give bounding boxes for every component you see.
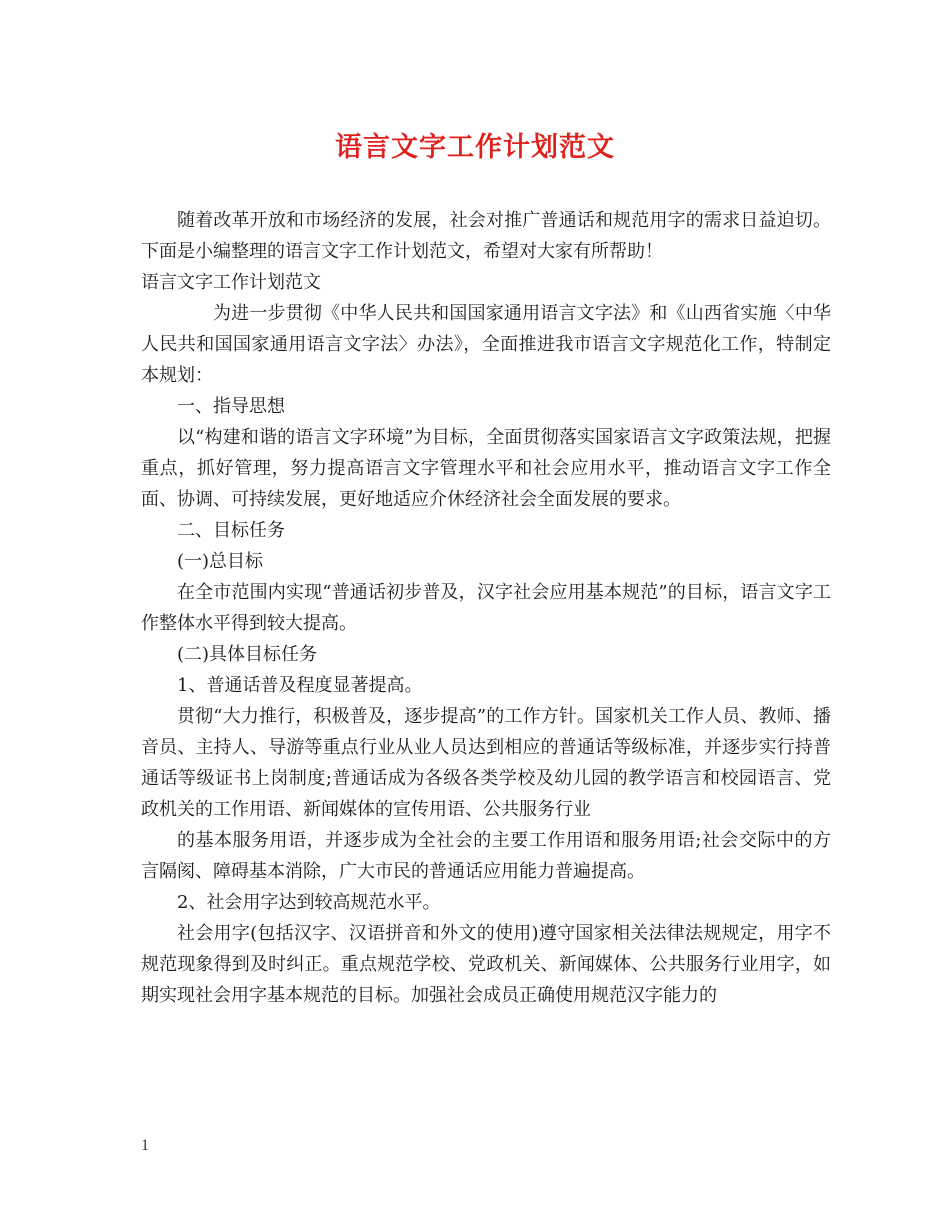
subsection-heading: (二)具体目标任务 bbox=[177, 644, 318, 665]
item-heading: 1、普通话普及程度显著提高。 bbox=[177, 675, 423, 696]
paragraph: 社会用字(包括汉字、汉语拼音和外文的使用)遵守国家相关法律法规规定，用字不规范现象得到及时纠正。重点规范学校、党政机关、新闻媒体、公共服务行业用字，如期实现社会用字基本规范的目标。加强社会成员正确使用规范汉字能力的 bbox=[141, 923, 831, 1006]
section-heading: 二、目标任务 bbox=[177, 520, 285, 541]
item-heading: 2、社会用字达到较高规范水平。 bbox=[177, 892, 441, 913]
paragraph: 的基本服务用语，并逐步成为全社会的主要工作用语和服务用语;社会交际中的方言隔阂、障碍基本消除，广大市民的普通话应用能力普遍提高。 bbox=[141, 830, 831, 882]
subsection-heading: (一)总目标 bbox=[177, 551, 264, 572]
paragraph: 贯彻“大力推行，积极普及，逐步提高”的工作方针。国家机关工作人员、教师、播音员、主持人、导游等重点行业从业人员达到相应的普通话等级标准，并逐步实行持普通话等级证书上岗制度;普通话成为各级各类学校及幼儿园的教学语言和校园语言、党政机关的工作用语、新闻媒体的宣传用语、公共服务行业 bbox=[141, 706, 831, 820]
page-number: 1 bbox=[141, 1137, 149, 1154]
paragraph: 为进一步贯彻《中华人民共和国国家通用语言文字法》和《山西省实施〈中华人民共和国国家通用语言文字法〉办法》，全面推进我市语言文字规范化工作，特制定本规划： bbox=[141, 303, 831, 386]
document-title: 语言文字工作计划范文 bbox=[335, 132, 615, 163]
paragraph: 以“构建和谐的语言文字环境”为目标，全面贯彻落实国家语言文字政策法规，把握重点，抓好管理，努力提高语言文字管理水平和社会应用水平，推动语言文字工作全面、协调、可持续发展，更好地适应介休经济社会全面发展的要求。 bbox=[141, 427, 831, 510]
paragraph: 随着改革开放和市场经济的发展，社会对推广普通话和规范用字的需求日益迫切。下面是小编整理的语言文字工作计划范文，希望对大家有所帮助！ bbox=[141, 210, 831, 262]
document-body bbox=[141, 205, 831, 1011]
paragraph: 语言文字工作计划范文 bbox=[141, 272, 321, 293]
section-heading: 一、指导思想 bbox=[177, 396, 285, 417]
paragraph: 在全市范围内实现“普通话初步普及，汉字社会应用基本规范”的目标，语言文字工作整体水平得到较大提高。 bbox=[141, 582, 831, 634]
